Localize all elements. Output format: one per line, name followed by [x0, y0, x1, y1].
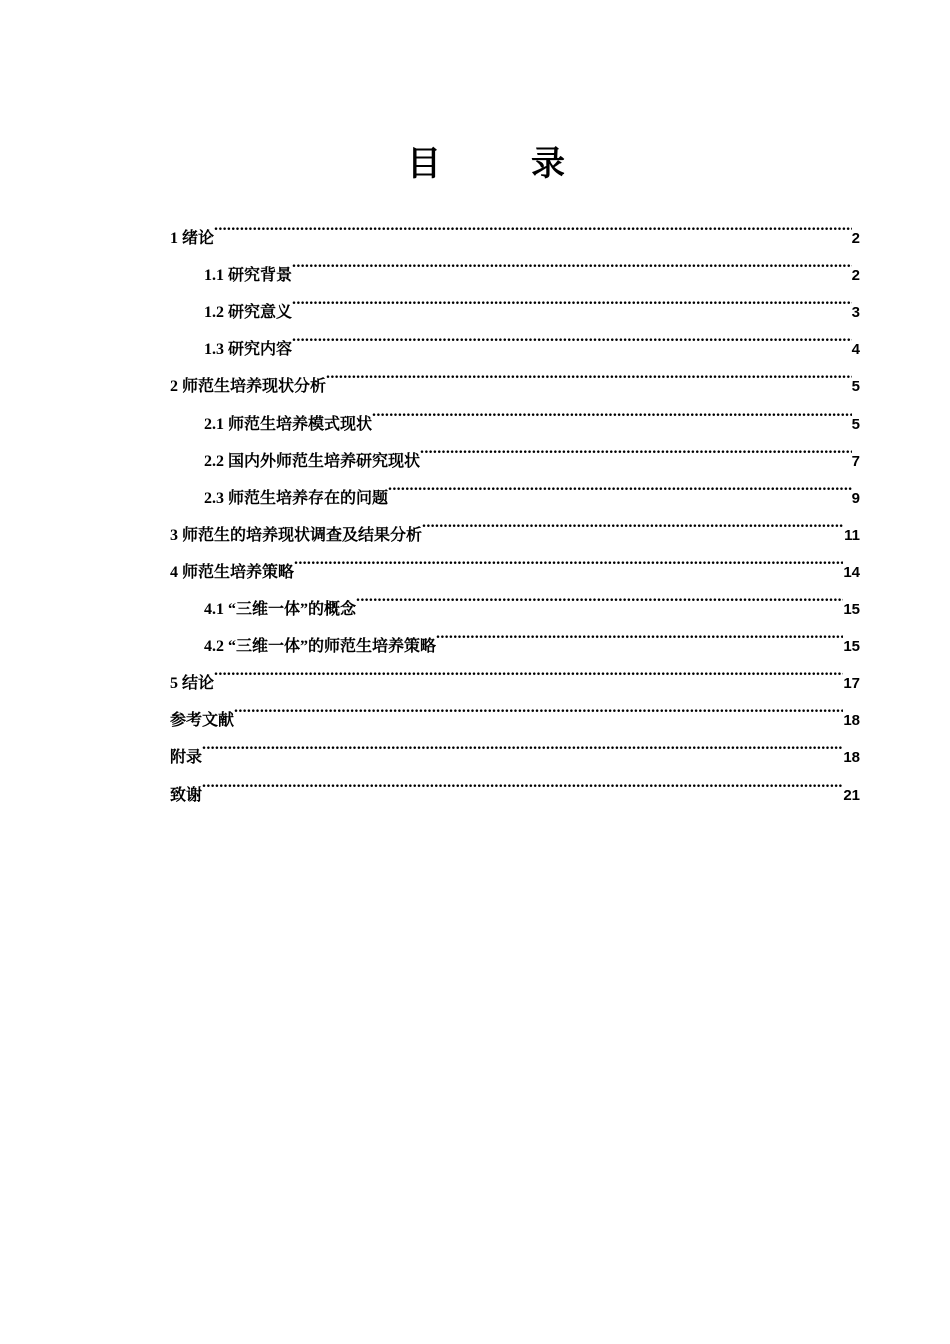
toc-page-number: 18	[843, 749, 860, 767]
toc-entry[interactable]	[170, 206, 860, 248]
toc-entry-label: 3 师范生的培养现状调查及结果分析	[170, 526, 423, 544]
toc-leader-dots	[420, 429, 852, 466]
toc-page-number: 21	[843, 786, 860, 804]
toc-leader-dots	[202, 762, 843, 799]
toc-leader-dots	[388, 466, 852, 503]
toc-page-number: 2	[851, 267, 860, 285]
toc-page-number: 9	[851, 489, 860, 507]
toc-entry[interactable]	[170, 762, 860, 804]
toc-page-number: 15	[843, 638, 860, 656]
toc-entry-label: 4.2 “三维一体”的师范生培养策略	[204, 638, 437, 656]
toc-entry[interactable]	[170, 243, 860, 285]
toc-leader-dots	[234, 688, 843, 725]
toc-leader-dots	[356, 577, 843, 614]
toc-entry-label: 1 绪论	[170, 230, 215, 248]
toc-entry-label: 2.1 师范生培养模式现状	[204, 415, 373, 433]
toc-leader-dots	[214, 206, 852, 243]
table-of-contents	[170, 206, 860, 804]
toc-entry-label: 致谢	[170, 786, 203, 804]
toc-leader-dots	[292, 280, 852, 317]
toc-leader-dots	[214, 651, 843, 688]
toc-leader-dots	[436, 614, 843, 651]
toc-entry[interactable]	[170, 688, 860, 730]
toc-leader-dots	[372, 391, 852, 428]
toc-entry-label: 4 师范生培养策略	[170, 563, 295, 581]
toc-page-number: 5	[851, 415, 860, 433]
toc-leader-dots	[294, 540, 843, 577]
toc-page-number: 14	[843, 563, 860, 581]
toc-page-number: 5	[851, 378, 860, 396]
toc-page-number: 2	[851, 230, 860, 248]
toc-entry-label: 2.3 师范生培养存在的问题	[204, 489, 389, 507]
toc-entry-label: 1.3 研究内容	[204, 341, 293, 359]
toc-leader-dots	[292, 317, 852, 354]
toc-page-number: 17	[843, 675, 860, 693]
toc-entry-label: 5 结论	[170, 675, 215, 693]
toc-entry-label: 1.2 研究意义	[204, 304, 293, 322]
toc-page-number: 11	[844, 526, 860, 544]
toc-entry-label: 附录	[170, 749, 203, 767]
toc-leader-dots	[202, 725, 843, 762]
toc-entry-label: 2 师范生培养现状分析	[170, 378, 327, 396]
toc-entry[interactable]	[170, 651, 860, 693]
toc-page-number: 3	[851, 304, 860, 322]
page-title: 目 录	[407, 144, 593, 184]
toc-entry[interactable]	[170, 725, 860, 767]
toc-page-number: 7	[851, 452, 860, 470]
toc-entry-label: 1.1 研究背景	[204, 267, 293, 285]
toc-page-number: 4	[851, 341, 860, 359]
toc-leader-dots	[422, 503, 844, 540]
toc-entry-label: 参考文献	[170, 712, 235, 730]
toc-page-number: 18	[843, 712, 860, 730]
toc-leader-dots	[292, 243, 852, 280]
toc-leader-dots	[326, 354, 852, 391]
toc-entry-label: 4.1 “三维一体”的概念	[204, 601, 357, 619]
toc-page-number: 15	[843, 601, 860, 619]
toc-entry-label: 2.2 国内外师范生培养研究现状	[204, 452, 421, 470]
